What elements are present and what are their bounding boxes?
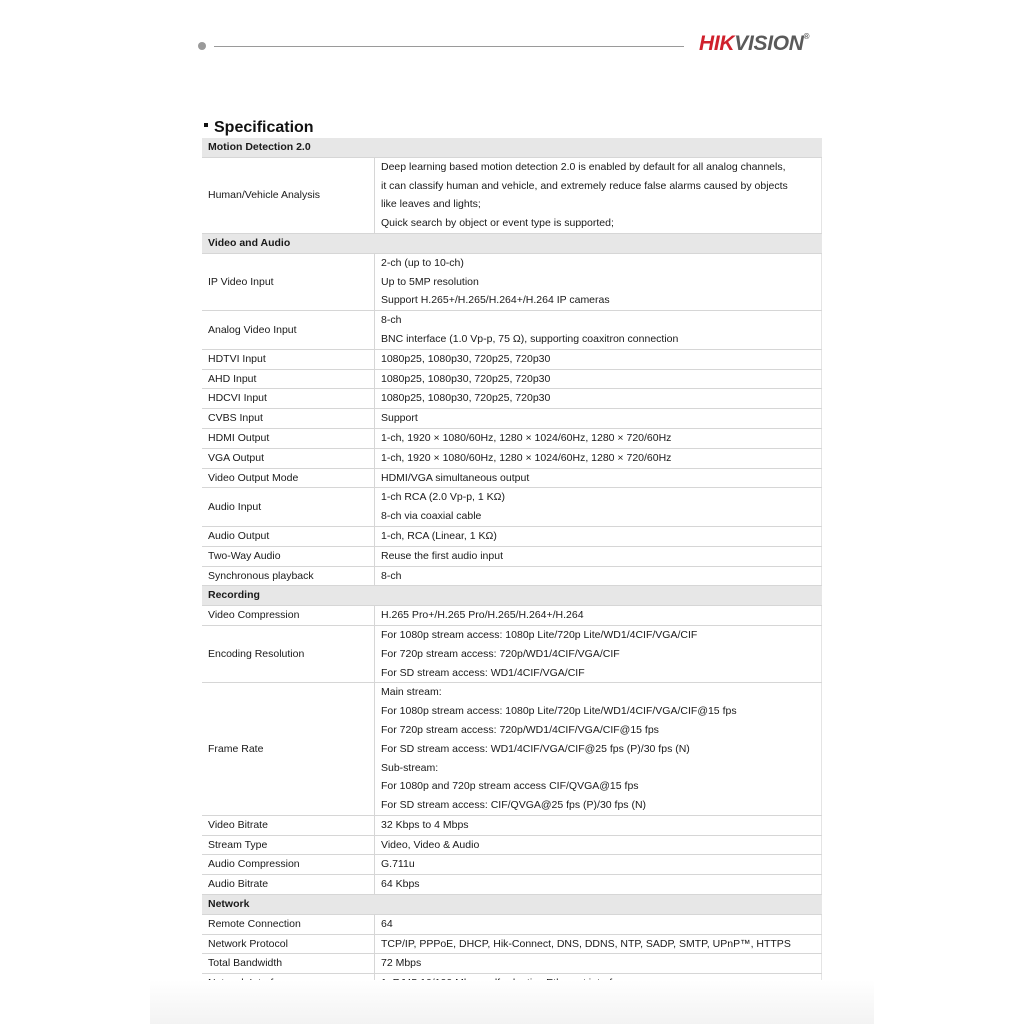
spec-value-line: Reuse the first audio input [381, 549, 503, 562]
spec-row [202, 835, 822, 855]
spec-value-line: 1080p25, 1080p30, 720p25, 720p30 [381, 372, 551, 385]
spec-key: Frame Rate [202, 683, 375, 816]
spec-row [202, 157, 822, 233]
spec-value-line: 32 Kbps to 4 Mbps [381, 818, 469, 831]
spec-row [202, 349, 822, 369]
spec-value [375, 157, 822, 233]
spec-key: Video Compression [202, 606, 375, 626]
spec-heading [204, 119, 314, 137]
spec-value-line: H.265 Pro+/H.265 Pro/H.265/H.264+/H.264 [381, 609, 584, 622]
section-header-row [202, 586, 822, 606]
spec-row [202, 606, 822, 626]
spec-key: Synchronous playback [202, 566, 375, 586]
spec-value [375, 428, 822, 448]
spec-value [375, 954, 822, 974]
spec-key: CVBS Input [202, 409, 375, 429]
spec-value [375, 546, 822, 566]
spec-key: HDCVI Input [202, 389, 375, 409]
spec-key: Audio Bitrate [202, 875, 375, 895]
spec-row [202, 448, 822, 468]
spec-row [202, 428, 822, 448]
spec-value-line: For 1080p stream access: 1080p Lite/720p Lite/WD1/4CIF/VGA/CIF@15 fps [381, 705, 737, 718]
spec-table [202, 138, 822, 994]
spec-key: Network Protocol [202, 934, 375, 954]
header-rule [214, 46, 684, 47]
spec-value [375, 253, 822, 310]
spec-key: Audio Compression [202, 855, 375, 875]
spec-row [202, 683, 822, 816]
spec-value-line: Deep learning based motion detection 2.0 is enabled by default for all analog channels, [381, 160, 786, 173]
spec-value [375, 526, 822, 546]
spec-row [202, 954, 822, 974]
spec-value-line: 8-ch via coaxial cable [381, 510, 482, 523]
spec-value-line: G.711u [381, 858, 415, 871]
spec-row [202, 253, 822, 310]
spec-key: Total Bandwidth [202, 954, 375, 974]
spec-key: AHD Input [202, 369, 375, 389]
section-title: Network [202, 895, 822, 915]
spec-value-line: For 720p stream access: 720p/WD1/4CIF/VGA/CIF [381, 647, 620, 660]
spec-value-line: 8-ch [381, 314, 402, 327]
section-title: Video and Audio [202, 233, 822, 253]
spec-value-line: 1080p25, 1080p30, 720p25, 720p30 [381, 352, 551, 365]
spec-row [202, 855, 822, 875]
spec-row [202, 815, 822, 835]
spec-value [375, 914, 822, 934]
spec-row [202, 311, 822, 350]
spec-value-line: Support H.265+/H.265/H.264+/H.264 IP cameras [381, 294, 610, 307]
spec-row [202, 566, 822, 586]
spec-value-line: HDMI/VGA simultaneous output [381, 471, 530, 484]
spec-key: Encoding Resolution [202, 625, 375, 682]
spec-value-line: 1-ch RCA (2.0 Vp-p, 1 KΩ) [381, 491, 505, 504]
spec-value-line: 2-ch (up to 10-ch) [381, 256, 464, 269]
spec-value [375, 606, 822, 626]
hikvision-logo: HIKVISION® [699, 32, 810, 55]
spec-value-line: For 720p stream access: 720p/WD1/4CIF/VGA/CIF@15 fps [381, 723, 659, 736]
spec-value-line: For SD stream access: WD1/4CIF/VGA/CIF@25 fps (P)/30 fps (N) [381, 742, 690, 755]
spec-value [375, 875, 822, 895]
spec-value [375, 389, 822, 409]
spec-key: IP Video Input [202, 253, 375, 310]
spec-value-line: Support [381, 412, 418, 425]
spec-value-line: 64 Kbps [381, 878, 420, 891]
spec-key: Stream Type [202, 835, 375, 855]
header-dot [198, 42, 206, 50]
spec-value-line: 1-ch, 1920 × 1080/60Hz, 1280 × 1024/60Hz, 1280 × 720/60Hz [381, 431, 672, 444]
spec-value-line: For 1080p stream access: 1080p Lite/720p Lite/WD1/4CIF/VGA/CIF [381, 628, 698, 641]
spec-row [202, 914, 822, 934]
spec-value-line: Video, Video & Audio [381, 838, 480, 851]
spec-value [375, 855, 822, 875]
spec-heading-text: Specification [214, 119, 314, 136]
spec-value [375, 448, 822, 468]
spec-value-line: For SD stream access: WD1/4CIF/VGA/CIF [381, 666, 585, 679]
spec-row [202, 546, 822, 566]
spec-row [202, 409, 822, 429]
spec-row [202, 934, 822, 954]
page-bottom-shade [150, 980, 874, 1024]
spec-value-line: 1080p25, 1080p30, 720p25, 720p30 [381, 392, 551, 405]
spec-value [375, 488, 822, 527]
spec-value-line: 1-ch, RCA (Linear, 1 KΩ) [381, 529, 497, 542]
spec-key: HDTVI Input [202, 349, 375, 369]
spec-value [375, 349, 822, 369]
spec-value [375, 835, 822, 855]
spec-value-line: Sub-stream: [381, 761, 439, 774]
spec-value-line: 8-ch [381, 569, 402, 582]
spec-value-line: Up to 5MP resolution [381, 275, 479, 288]
spec-key: Remote Connection [202, 914, 375, 934]
spec-value-line: it can classify human and vehicle, and extremely reduce false alarms caused by objects [381, 179, 788, 192]
spec-key: Human/Vehicle Analysis [202, 157, 375, 233]
spec-row [202, 468, 822, 488]
spec-value-line: TCP/IP, PPPoE, DHCP, Hik-Connect, DNS, DDNS, NTP, SADP, SMTP, UPnP™, HTTPS [381, 937, 791, 950]
spec-value [375, 468, 822, 488]
spec-key: VGA Output [202, 448, 375, 468]
spec-value-line: For 1080p and 720p stream access CIF/QVGA@15 fps [381, 780, 639, 793]
spec-value [375, 625, 822, 682]
spec-row [202, 526, 822, 546]
spec-row [202, 369, 822, 389]
bullet-icon [204, 123, 208, 127]
spec-value [375, 815, 822, 835]
spec-row [202, 488, 822, 527]
spec-value-line: Quick search by object or event type is supported; [381, 217, 614, 230]
spec-value [375, 934, 822, 954]
spec-value [375, 311, 822, 350]
spec-value [375, 566, 822, 586]
spec-value-line: like leaves and lights; [381, 198, 481, 211]
section-header-row [202, 233, 822, 253]
spec-value-line: 72 Mbps [381, 957, 422, 970]
section-title: Recording [202, 586, 822, 606]
spec-value-line: For SD stream access: CIF/QVGA@25 fps (P)/30 fps (N) [381, 799, 647, 812]
spec-key: Video Output Mode [202, 468, 375, 488]
spec-value-line: 64 [381, 917, 393, 930]
section-header-row [202, 138, 822, 157]
spec-row [202, 875, 822, 895]
spec-key: Two-Way Audio [202, 546, 375, 566]
spec-key: Audio Input [202, 488, 375, 527]
spec-key: HDMI Output [202, 428, 375, 448]
section-header-row [202, 895, 822, 915]
spec-value [375, 409, 822, 429]
spec-row [202, 625, 822, 682]
spec-row [202, 389, 822, 409]
spec-value [375, 369, 822, 389]
spec-value-line: BNC interface (1.0 Vp-p, 75 Ω), supporting coaxitron connection [381, 332, 679, 345]
section-title: Motion Detection 2.0 [202, 138, 822, 157]
spec-value-line: Main stream: [381, 686, 442, 699]
spec-key: Video Bitrate [202, 815, 375, 835]
spec-key: Audio Output [202, 526, 375, 546]
spec-value [375, 683, 822, 816]
spec-key: Analog Video Input [202, 311, 375, 350]
spec-value-line: 1-ch, 1920 × 1080/60Hz, 1280 × 1024/60Hz, 1280 × 720/60Hz [381, 451, 672, 464]
